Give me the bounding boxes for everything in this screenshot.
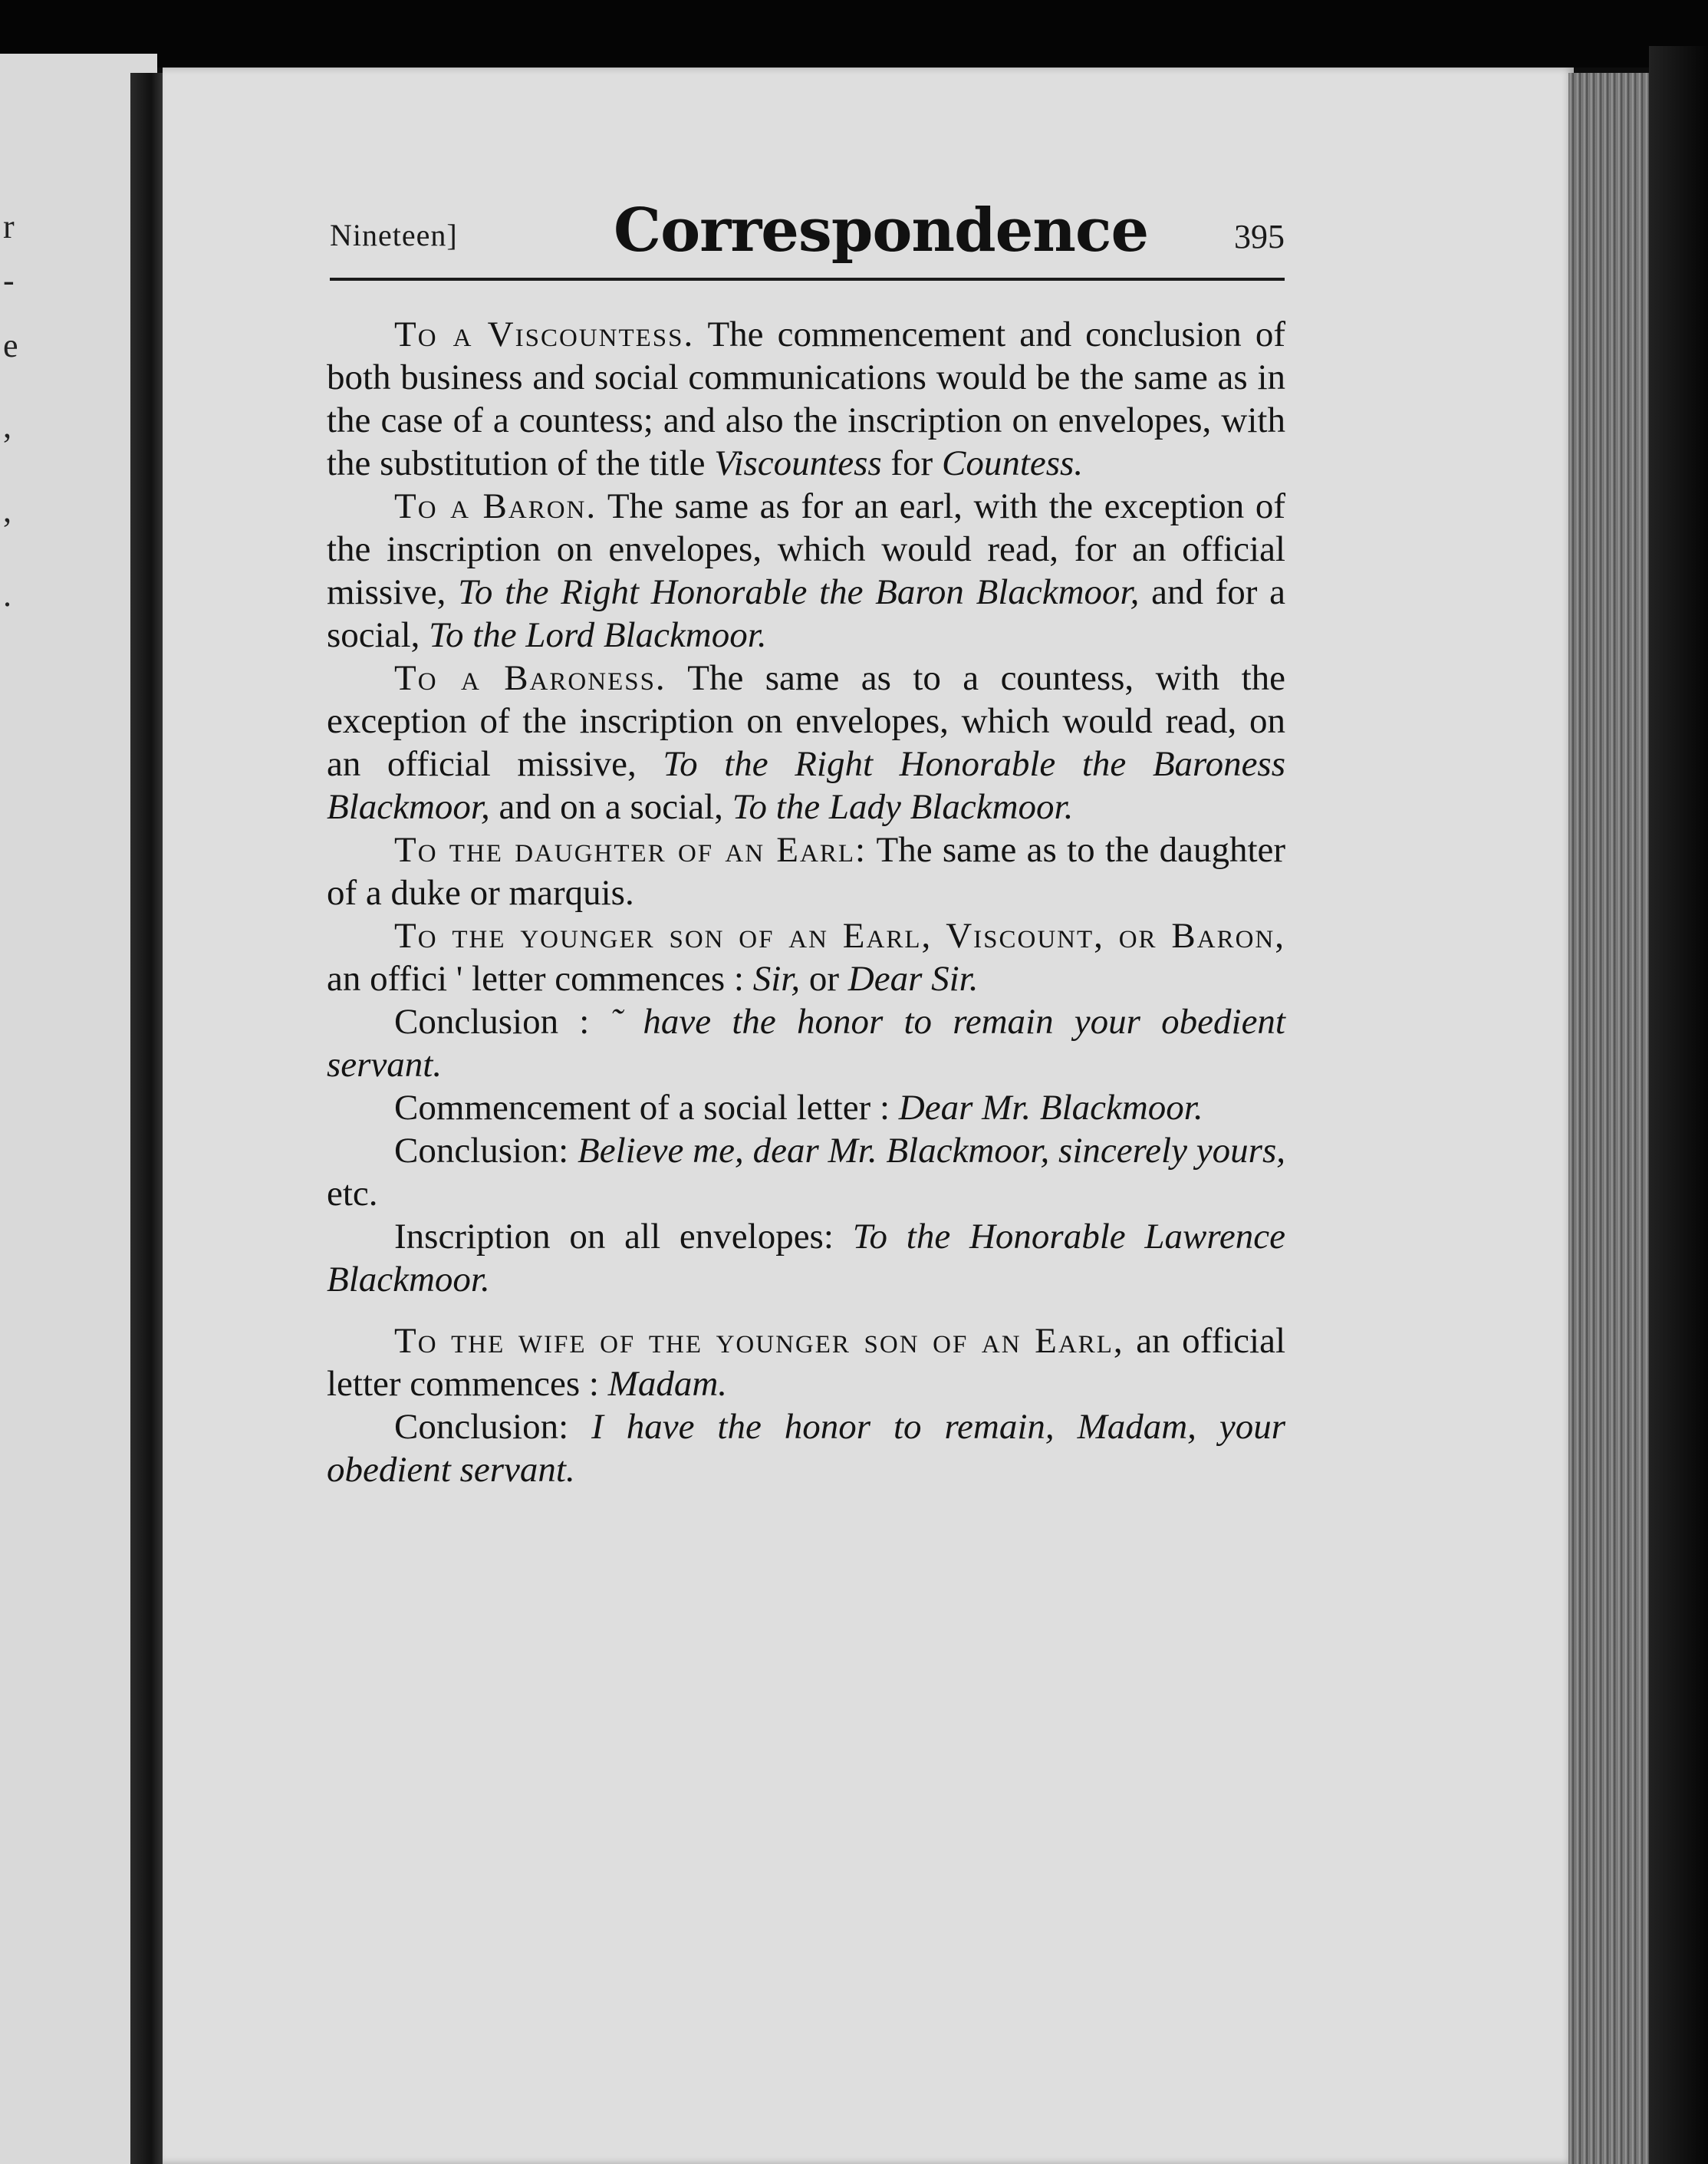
entry-text: The same as for an earl, with the exception of the inscription on envelopes, which would read, for an official missive, <box>327 486 1285 612</box>
entry-text: The same as to the daughter of a duke or marquis. <box>327 830 1286 913</box>
entry-heading: To a Viscountess. <box>394 315 695 354</box>
scan-top-border <box>0 0 1708 68</box>
entry-italic: Dear Mr. Blackmoor. <box>898 1088 1203 1128</box>
entry-text: etc. <box>327 1174 378 1214</box>
entry-opening <box>327 1319 1285 1405</box>
entry-italic: To the Honorable Lawrence Blackmoor. <box>327 1217 1286 1299</box>
facing-page-mark: . <box>3 576 12 614</box>
entry-text: and for a social, <box>327 572 1286 655</box>
entry-heading: To a Baron. <box>394 486 597 526</box>
entry-text: The same as to a countess, with the exception of the inscription on envelopes, which would read, on an official missive, <box>327 658 1285 784</box>
running-title: Correspondence <box>614 196 1149 265</box>
page-stack-edge <box>1568 73 1649 2164</box>
entry-text: for <box>890 443 933 483</box>
entry-italic: Viscountess <box>714 443 882 483</box>
entry-opening <box>327 914 1285 1000</box>
body-text <box>327 313 1285 1510</box>
entry-social-conclusion <box>327 1129 1285 1215</box>
entry-conclusion <box>327 1405 1285 1491</box>
entry-italic: To the Lady Blackmoor. <box>732 787 1074 827</box>
paragraph-baroness <box>327 657 1285 828</box>
entry-inscription <box>327 1215 1285 1301</box>
running-header <box>330 196 1285 280</box>
entry-italic: I have the honor to remain, Madam, your obedient servant. <box>327 1407 1286 1490</box>
entry-text: or <box>808 959 840 999</box>
entry-italic: ˜ have the honor to remain your obedient servant. <box>327 1002 1285 1085</box>
header-rule <box>330 278 1285 281</box>
chapter-marker: Nineteen] <box>330 218 458 252</box>
facing-page-mark: e <box>3 327 18 364</box>
book-gutter <box>130 73 165 2164</box>
entry-text: and on a social, <box>499 787 723 827</box>
entry-italic: To the Right Honorable the Baroness Blackmoor, <box>327 744 1286 827</box>
paragraph-baron <box>327 485 1285 657</box>
facing-page-mark: , <box>3 407 12 445</box>
facing-page-mark: - <box>3 262 15 299</box>
entry-text: an official letter commences : <box>327 1321 1286 1404</box>
entry-social-commencement <box>327 1086 1285 1129</box>
entry-label: Conclusion: <box>394 1131 569 1171</box>
entry-heading: To the wife of the younger son of an Earl, <box>394 1321 1124 1361</box>
entry-label: Commencement of a social letter : <box>394 1088 890 1128</box>
entry-italic: Dear Sir. <box>847 959 979 999</box>
paragraph-wife-younger-son <box>327 1319 1285 1491</box>
entry-conclusion <box>327 1000 1285 1086</box>
entry-heading: To the younger son of an Earl, Viscount, or Baron, <box>394 916 1285 956</box>
paragraph-younger-son <box>327 914 1285 1301</box>
entry-italic: Believe me, dear Mr. Blackmoor, sincerely yours, <box>578 1131 1285 1171</box>
entry-italic: Countess. <box>941 443 1084 483</box>
book-cover-edge <box>1649 46 1708 2164</box>
entry-label: Inscription on all envelopes: <box>394 1217 834 1257</box>
entry-heading: To the daughter of an Earl: <box>394 830 867 870</box>
entry-label: Conclusion: <box>394 1407 569 1447</box>
entry-heading: To a Baroness. <box>394 658 666 698</box>
entry-italic: To the Lord Blackmoor. <box>429 615 767 655</box>
page-number: 395 <box>1234 218 1285 255</box>
entry-text: The commencement and conclusion of both business and social communications would be the same as in the case of a countess; and also the inscription on envelopes, with the substitution of the title <box>327 315 1286 483</box>
facing-page-mark: , <box>3 492 12 529</box>
paragraph-daughter-earl <box>327 828 1285 914</box>
entry-italic: To the Right Honorable the Baron Blackmoor, <box>458 572 1140 612</box>
paragraph-viscountess <box>327 313 1285 485</box>
entry-text: an offici ' letter commences : <box>327 959 744 999</box>
facing-page-mark: r <box>3 208 15 245</box>
entry-italic: Madam. <box>607 1364 728 1404</box>
entry-label: Conclusion : <box>394 1002 590 1042</box>
entry-italic: Sir, <box>752 959 801 999</box>
